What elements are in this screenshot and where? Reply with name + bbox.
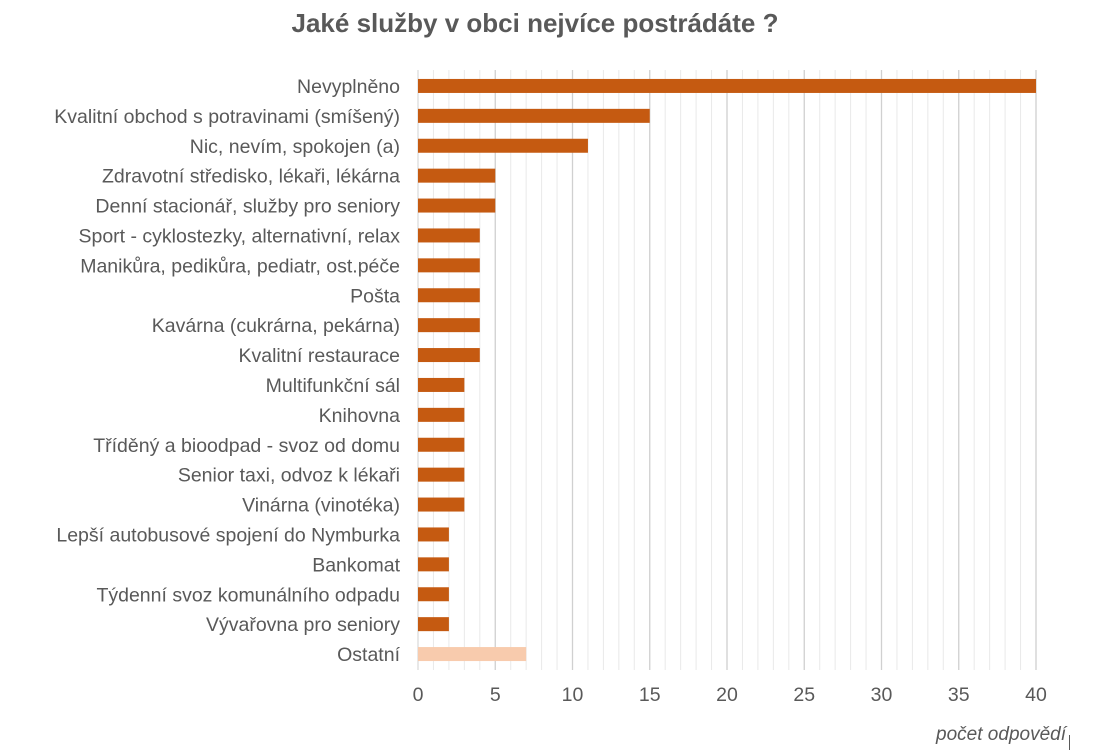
bar bbox=[418, 258, 480, 272]
category-label: Kvalitní restaurace bbox=[238, 345, 400, 368]
bar bbox=[418, 647, 526, 661]
x-axis-title: počet odpovědí bbox=[936, 724, 1066, 745]
category-label: Kavárna (cukrárna, pekárna) bbox=[151, 315, 400, 338]
category-label: Bankomat bbox=[312, 554, 400, 577]
x-tick-label: 35 bbox=[947, 684, 970, 706]
x-tick-label: 25 bbox=[793, 684, 816, 706]
bar bbox=[418, 498, 464, 512]
bar bbox=[418, 288, 480, 302]
axis-title-marker bbox=[1069, 735, 1070, 750]
x-tick-label: 15 bbox=[638, 684, 661, 706]
x-tick-labels bbox=[413, 684, 1047, 706]
category-label: Knihovna bbox=[318, 404, 400, 427]
bar bbox=[418, 617, 449, 631]
x-tick-label: 20 bbox=[716, 684, 738, 706]
bar bbox=[418, 438, 464, 452]
category-labels bbox=[54, 76, 400, 666]
bar bbox=[418, 169, 495, 183]
category-label: Pošta bbox=[350, 285, 400, 308]
category-label: Manikůra, pedikůra, pediatr, ost.péče bbox=[80, 255, 400, 278]
bar bbox=[418, 79, 1036, 93]
category-label: Zdravotní středisko, lékaři, lékárna bbox=[101, 165, 400, 188]
category-label: Senior taxi, odvoz k lékaři bbox=[177, 464, 400, 487]
category-label: Týdenní svoz komunálního odpadu bbox=[96, 584, 400, 607]
category-label: Nevyplněno bbox=[297, 75, 400, 98]
bar bbox=[418, 527, 449, 541]
x-tick-label: 40 bbox=[1025, 684, 1047, 706]
bar bbox=[418, 557, 449, 571]
category-label: Vývařovna pro seniory bbox=[205, 614, 400, 637]
category-label: Ostatní bbox=[337, 644, 400, 667]
category-label: Nic, nevím, spokojen (a) bbox=[189, 135, 400, 158]
category-label: Multifunkční sál bbox=[265, 374, 400, 397]
bar bbox=[418, 408, 464, 422]
x-tick-label: 0 bbox=[412, 684, 424, 706]
bar bbox=[418, 318, 480, 332]
bar bbox=[418, 348, 480, 362]
category-label: Denní stacionář, služby pro seniory bbox=[95, 195, 400, 218]
grid-lines bbox=[418, 70, 1036, 670]
x-tick-label: 5 bbox=[489, 684, 501, 706]
category-label: Kvalitní obchod s potravinami (smíšený) bbox=[54, 105, 400, 128]
bar bbox=[418, 109, 650, 123]
x-tick-label: 30 bbox=[870, 684, 893, 706]
bar bbox=[418, 199, 495, 213]
x-tick-label: 10 bbox=[561, 684, 584, 706]
bar bbox=[418, 139, 588, 153]
category-label: Tříděný a bioodpad - svoz od domu bbox=[93, 434, 400, 457]
bar bbox=[418, 468, 464, 482]
bar bbox=[418, 378, 464, 392]
bar bbox=[418, 587, 449, 601]
category-label: Lepší autobusové spojení do Nymburka bbox=[56, 524, 400, 547]
bar bbox=[418, 228, 480, 242]
category-label: Sport - cyklostezky, alternativní, relax bbox=[78, 225, 400, 248]
category-label: Vinárna (vinotéka) bbox=[242, 494, 400, 517]
chart-title: Jaké služby v obci nejvíce postrádáte ? bbox=[291, 8, 779, 38]
